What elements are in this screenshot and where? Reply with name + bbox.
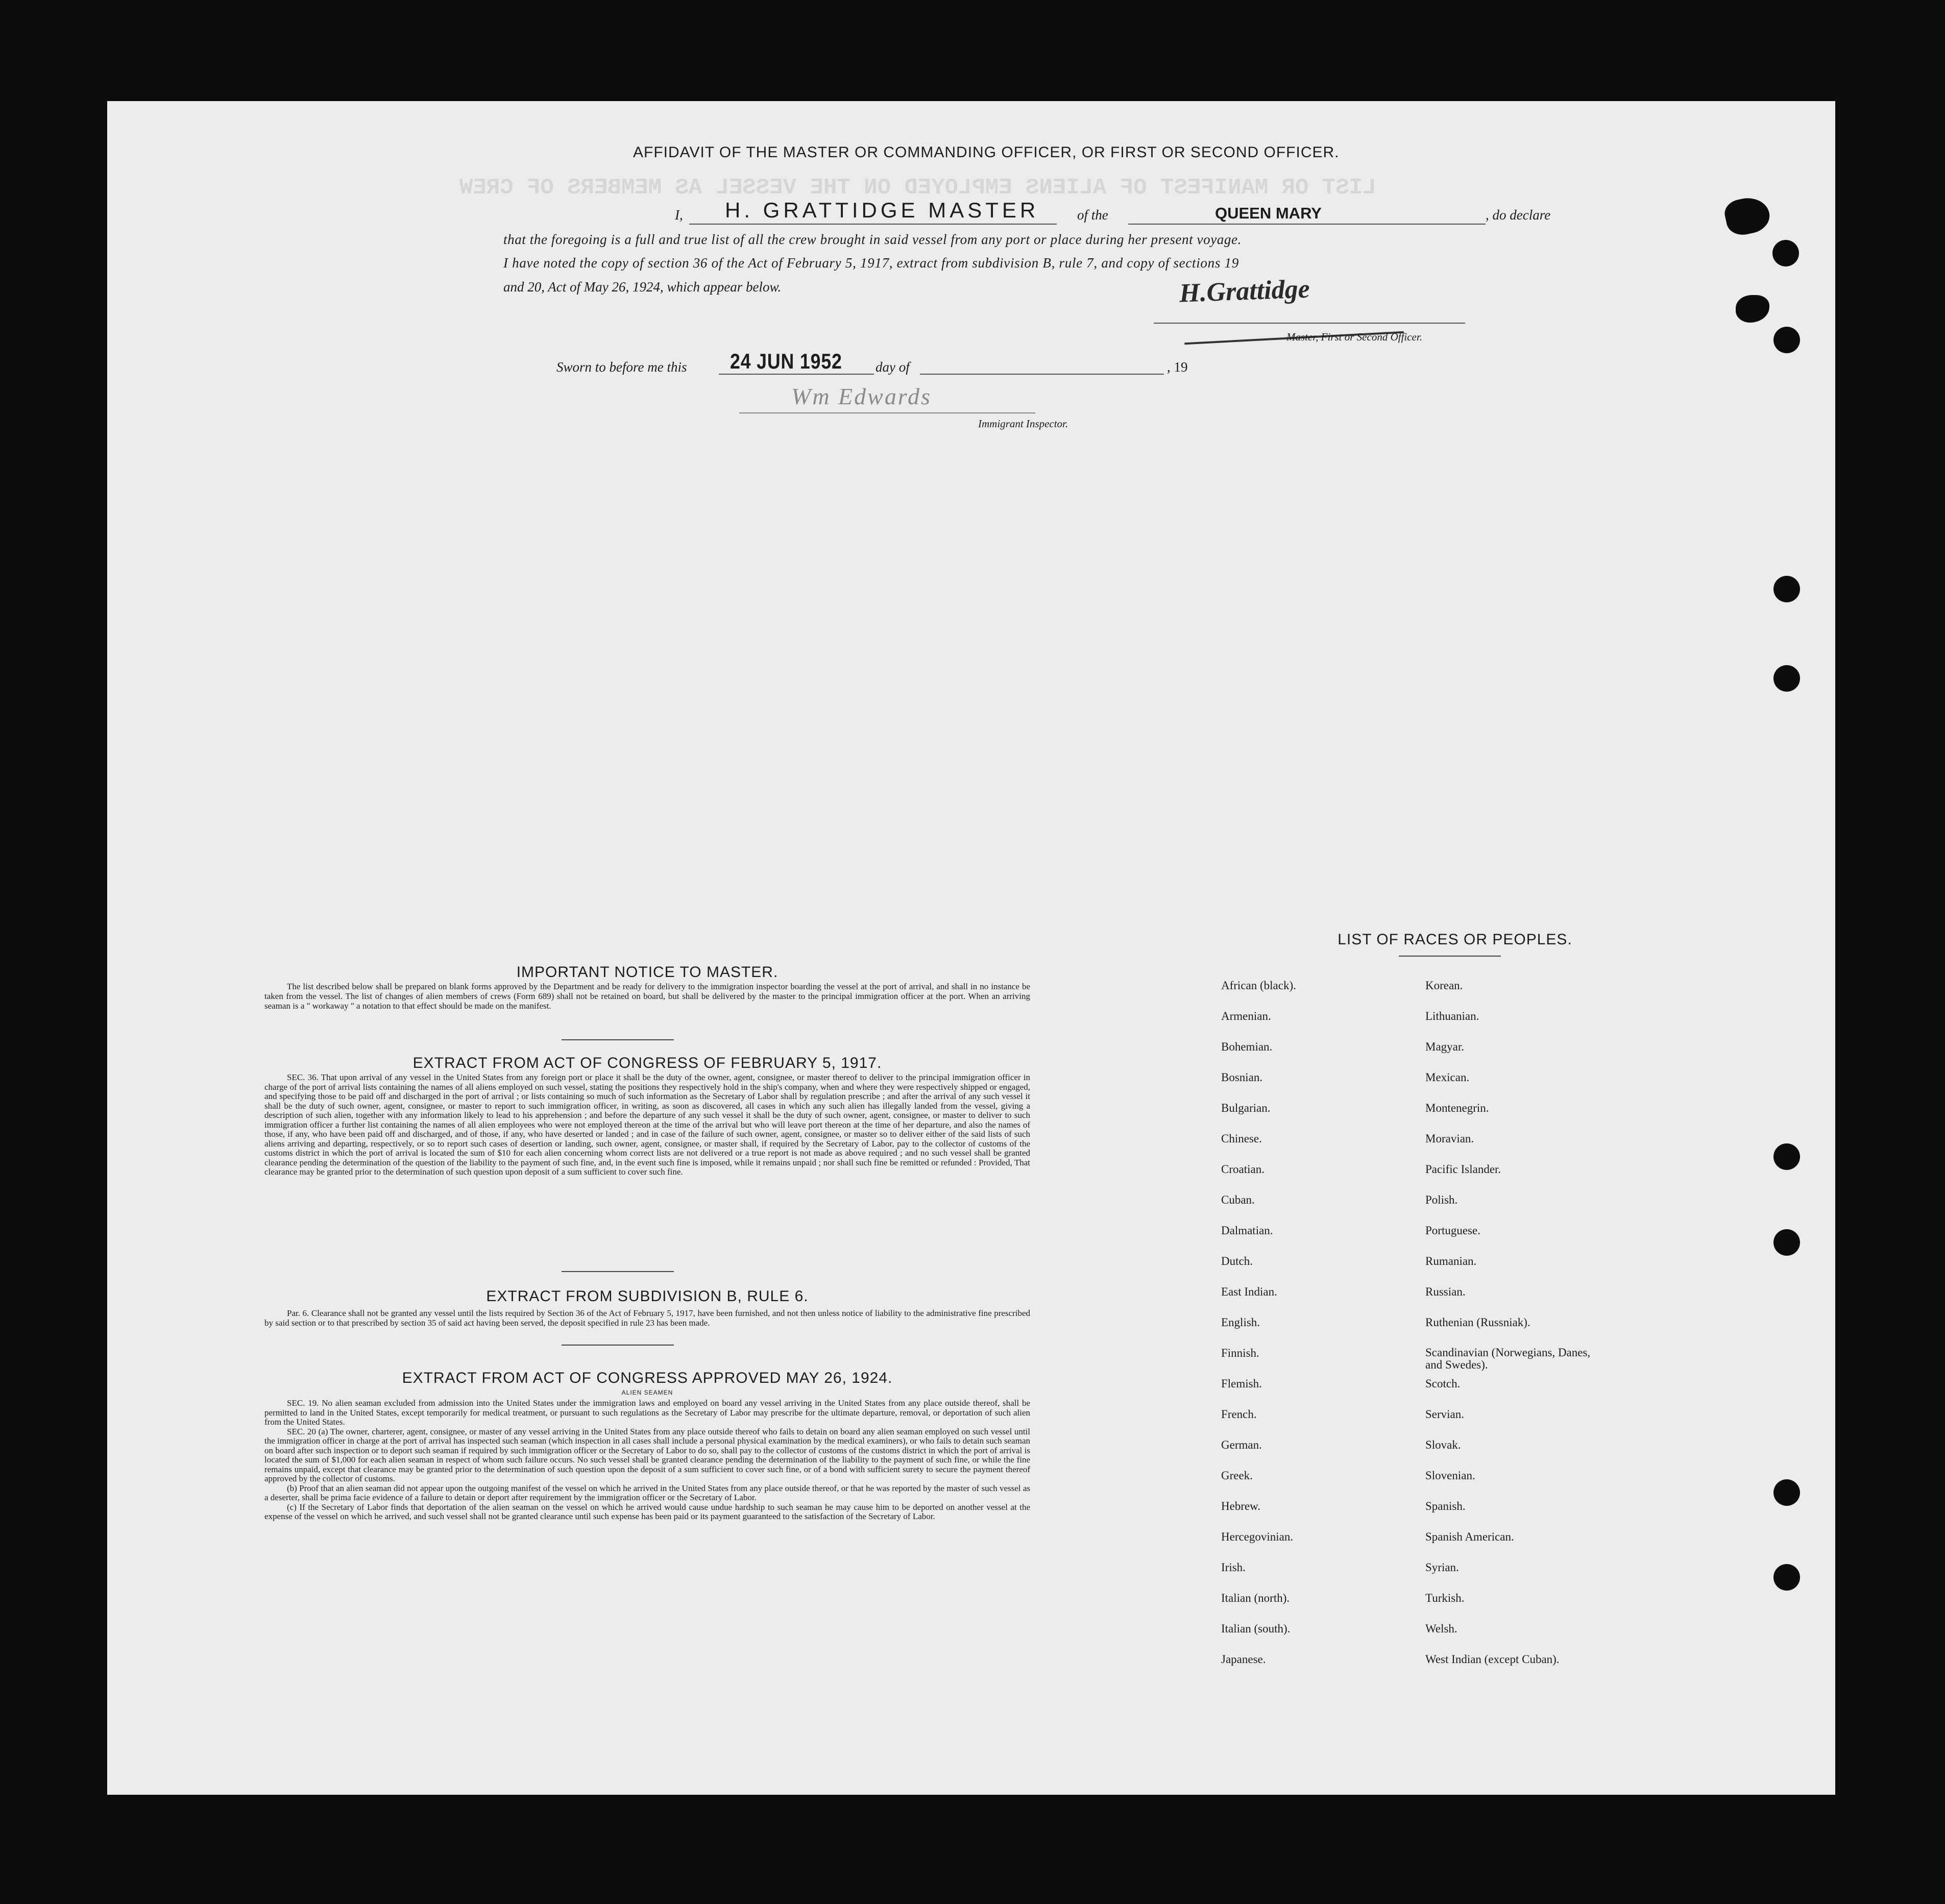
sec-20a-paragraph: SEC. 20 (a) The owner, charterer, agent, consignee, or master of any vessel arriving in the United States from any place outside thereof who fails to detain on board any alien seaman employed on such vessel until the immigration officer in charge at the port of arrival has inspected such seaman (which inspection in all cases shall include a personal physical examination by the medical examiners), or who fails to detain such seaman on board after such inspection or to deport such seaman if required by such immigration officer or the Secretary of Labor to do so, shall pay to the collector of customs of the customs district in which the port of arrival is located the sum of $1,000 for each alien seaman in respect of whom such failure occurs. No such vessel shall be granted clearance pending the determination of the liability to the payment of such fine, or while the fine remains unpaid, except that clearance may be granted prior to the determination of such question upon the deposit of a sum sufficient to cover such fine, or of a bond with sufficient surety to secure the payment thereof approved by the collector of customs. xyxy=(264,1426,1030,1483)
inspector-caption: Immigrant Inspector. xyxy=(978,418,1068,430)
vessel-name-line xyxy=(1128,224,1486,225)
punch-hole-5 xyxy=(1773,1143,1800,1170)
of-the-label: of the xyxy=(1077,207,1108,223)
extract-1917-text xyxy=(264,1073,1030,1177)
punch-hole-1 xyxy=(1772,240,1799,266)
extract-rule6-heading: EXTRACT FROM SUBDIVISION B, RULE 6. xyxy=(486,1288,809,1305)
officer-caption: Master, First or Second Officer. xyxy=(1286,331,1422,343)
race-item: Hebrew. xyxy=(1221,1500,1261,1512)
inspector-signature: Wm Edwards xyxy=(791,383,932,409)
race-item: Slovak. xyxy=(1425,1438,1461,1451)
notice-heading: IMPORTANT NOTICE TO MASTER. xyxy=(516,964,779,981)
race-item: Pacific Islander. xyxy=(1425,1163,1501,1176)
race-item: Bulgarian. xyxy=(1221,1102,1271,1114)
extract-1917-paragraph: SEC. 36. That upon arrival of any vessel in the United States from any foreign port or place it shall be the duty of the owner, agent, consignee, or master thereof to deliver to the principal immigration officer in charge of the port of arrival lists containing the names of all aliens employed on such vessel, stating the positions they respectively hold in the ship's company, when and where they were respectively shipped or engaged, and specifying those to be paid off and discharged in the port of arrival ; or lists containing so much of such information as the Secretary of Labor shall by regulation prescribe ; and after the arrival of any such vessel it shall be the duty of such owner, agent, consignee, or master to report to such immigration officer, in writing, as soon as discovered, all cases in which any such alien has illegally landed from the vessel, giving a description of such alien, together with any information likely to lead to his apprehension ; and before the departure of any such vessel it shall be the duty of such owner, agent, consignee, or master to deliver to such immigration officer a further list containing the names of all alien employees who were not employed thereon at the time of the arrival but who will leave port thereon at the time of her departure, and also the names of those, if any, who have been paid off and discharged, and of those, if any, who have deserted or landed ; and in case of the failure of such owner, agent, consignee, or master so to deliver either of the said lists of such aliens arriving and departing, respectively, or so to report such cases of desertion or landing, such owner, agent, consignee, or master shall, if required by the Secretary of Labor, pay to the collector of customs of the customs district in which the port of arrival is located the sum of $10 for each alien concerning whom correct lists are not delivered or a true report is not made as above required ; and no such vessel shall be granted clearance pending the determination of the question of the liability to the payment of such fine, and, in the event such fine is imposed, while it remains unpaid ; nor shall such fine be remitted or refunded : Provided, That clearance may be granted prior to the determination of such question upon deposit of a sum sufficient to cover such fine. xyxy=(264,1072,1030,1177)
affidavit-line-2: that the foregoing is a full and true list of all the crew brought in said vessel from any port or place during her present voyage. xyxy=(503,232,1242,247)
torn-hole-1 xyxy=(1722,194,1773,238)
race-item: Slovenian. xyxy=(1425,1469,1475,1482)
race-item: Armenian. xyxy=(1221,1010,1271,1022)
sec-19-paragraph: SEC. 19. No alien seaman excluded from admission into the United States under the immigration laws and employed on board any vessel arriving in the United States from any place outside thereof, shall be permitted to land in the United States, except temporarily for medical treatment, or pursuant to such regulations as the Secretary of Labor may prescribe for the ultimate departure, removal, or deportation of such alien from the United States. xyxy=(264,1398,1030,1427)
race-item: Magyar. xyxy=(1425,1040,1465,1053)
race-item: Syrian. xyxy=(1425,1561,1459,1574)
day-of-label: day of xyxy=(876,359,910,375)
master-name-line xyxy=(689,224,1057,225)
races-heading: LIST OF RACES OR PEOPLES. xyxy=(1338,931,1572,948)
extract-1924-text xyxy=(264,1399,1030,1522)
affidavit-line-3: I have noted the copy of section 36 of the Act of February 5, 1917, extract from subdivision B, rule 7, and copy of sections 19 xyxy=(503,255,1239,271)
race-item: Spanish. xyxy=(1425,1500,1466,1512)
i-label: I, xyxy=(675,207,683,223)
separator-1 xyxy=(562,1039,674,1040)
punch-hole-2 xyxy=(1773,327,1800,353)
sec-20b-paragraph: (b) Proof that an alien seaman did not appear upon the outgoing manifest of the vessel on which he arrived in the United States from any place outside thereof, or that he was reported by the master of such vessel as a deserter, shall be prima facie evidence of a failure to detain or deport after requirement by the immigration officer or the Secretary of Labor. xyxy=(264,1483,1030,1502)
race-item: German. xyxy=(1221,1438,1262,1451)
sworn-date-line xyxy=(719,374,874,375)
race-item: West Indian (except Cuban). xyxy=(1425,1653,1560,1666)
race-item: English. xyxy=(1221,1316,1260,1329)
separator-2 xyxy=(562,1271,674,1272)
sworn-label: Sworn to before me this xyxy=(556,359,687,375)
race-item: Polish. xyxy=(1425,1193,1458,1206)
race-item: African (black). xyxy=(1221,979,1296,992)
officer-signature: H.Grattidge xyxy=(1179,274,1310,308)
race-item: Spanish American. xyxy=(1425,1530,1514,1543)
punch-hole-4 xyxy=(1773,665,1800,692)
punch-hole-3 xyxy=(1773,576,1800,602)
sec-20c-paragraph: (c) If the Secretary of Labor finds that deportation of the alien seaman on the vessel on which he arrived would cause undue hardship to such seaman he may cause him to be deported on another vessel at the expense of the vessel on which he arrived, and such vessel shall not be granted clearance until such expense has been paid or its payment guaranteed to the satisfaction of the Secretary of Labor. xyxy=(264,1502,1030,1521)
race-item: Montenegrin. xyxy=(1425,1102,1489,1114)
master-name: H. GRATTIDGE MASTER xyxy=(725,198,1039,222)
race-item: Cuban. xyxy=(1221,1193,1255,1206)
race-item: Welsh. xyxy=(1425,1622,1457,1635)
extract-1917-heading: EXTRACT FROM ACT OF CONGRESS OF FEBRUARY 5, 1917. xyxy=(412,1055,882,1071)
torn-hole-2 xyxy=(1736,295,1769,323)
race-item: Finnish. xyxy=(1221,1347,1259,1359)
race-item: Greek. xyxy=(1221,1469,1253,1482)
race-item: Lithuanian. xyxy=(1425,1010,1479,1022)
race-item: Ruthenian (Russniak). xyxy=(1425,1316,1530,1329)
sworn-date-stamp: 24 JUN 1952 xyxy=(730,349,842,373)
race-item: Japanese. xyxy=(1221,1653,1266,1666)
punch-hole-8 xyxy=(1773,1564,1800,1591)
race-item: Scotch. xyxy=(1425,1377,1461,1390)
race-item: Italian (south). xyxy=(1221,1622,1291,1635)
race-item: Mexican. xyxy=(1425,1071,1470,1084)
affidavit-heading: AFFIDAVIT OF THE MASTER OR COMMANDING OFFICER, OR FIRST OR SECOND OFFICER. xyxy=(633,144,1340,161)
document-page xyxy=(107,101,1835,1795)
race-item: Moravian. xyxy=(1425,1132,1474,1145)
vessel-name: QUEEN MARY xyxy=(1215,204,1322,222)
show-through-title: LIST OR MANIFEST OF ALIENS EMPLOYED ON THE VESSEL AS MEMBERS OF CREW xyxy=(459,175,1376,201)
race-item: Russian. xyxy=(1425,1285,1466,1298)
race-item: Bosnian. xyxy=(1221,1071,1263,1084)
notice-paragraph: The list described below shall be prepared on blank forms approved by the Department and be ready for delivery to the immigration inspector boarding the vessel at the port of arrival, and shall in no instance be taken from the vessel. The list of changes of alien members of crews (Form 689) shall not be retained on board, but shall be delivered by the master to the principal immigration officer at the port. When an arriving seaman is a " workaway " a notation to that effect should be made on the manifest. xyxy=(264,982,1030,1011)
affidavit-line-4: and 20, Act of May 26, 1924, which appear below. xyxy=(503,279,782,295)
race-item: French. xyxy=(1221,1408,1257,1421)
race-item: Flemish. xyxy=(1221,1377,1262,1390)
race-item: Scandinavian (Norwegians, Danes, and Swedes). xyxy=(1425,1346,1591,1371)
extract-rule6-paragraph: Par. 6. Clearance shall not be granted any vessel until the lists required by Section 36 of the Act of February 5, 1917, have been furnished, and not then unless notice of liability to the administrative fine prescribed by said section or to that prescribed by section 35 of said act having been served, the deposit specified in rule 23 has been made. xyxy=(264,1308,1030,1328)
race-item: Turkish. xyxy=(1425,1592,1465,1604)
do-declare-label: , do declare xyxy=(1486,207,1551,223)
race-item: Korean. xyxy=(1425,979,1463,992)
extract-rule6-text xyxy=(264,1308,1030,1328)
race-item: East Indian. xyxy=(1221,1285,1277,1298)
year-label: , 19 xyxy=(1167,359,1188,375)
race-item: Irish. xyxy=(1221,1561,1246,1574)
separator-3 xyxy=(562,1345,674,1346)
race-item: Dalmatian. xyxy=(1221,1224,1273,1237)
punch-hole-6 xyxy=(1773,1229,1800,1256)
race-item: Italian (north). xyxy=(1221,1592,1290,1604)
punch-hole-7 xyxy=(1773,1479,1800,1506)
race-item: Portuguese. xyxy=(1425,1224,1480,1237)
inspector-signature-line xyxy=(739,412,1035,413)
race-item: Hercegovinian. xyxy=(1221,1530,1294,1543)
race-item: Servian. xyxy=(1425,1408,1465,1421)
race-item: Dutch. xyxy=(1221,1255,1253,1267)
extract-1924-subheading: ALIEN SEAMEN xyxy=(621,1389,673,1396)
officer-signature-line xyxy=(1154,323,1465,324)
extract-1924-heading: EXTRACT FROM ACT OF CONGRESS APPROVED MAY 26, 1924. xyxy=(402,1370,893,1386)
notice-text xyxy=(264,982,1030,1011)
race-item: Chinese. xyxy=(1221,1132,1262,1145)
month-line xyxy=(920,374,1164,375)
race-item: Rumanian. xyxy=(1425,1255,1477,1267)
race-item: Bohemian. xyxy=(1221,1040,1273,1053)
race-item: Croatian. xyxy=(1221,1163,1265,1176)
races-heading-rule xyxy=(1399,956,1501,957)
